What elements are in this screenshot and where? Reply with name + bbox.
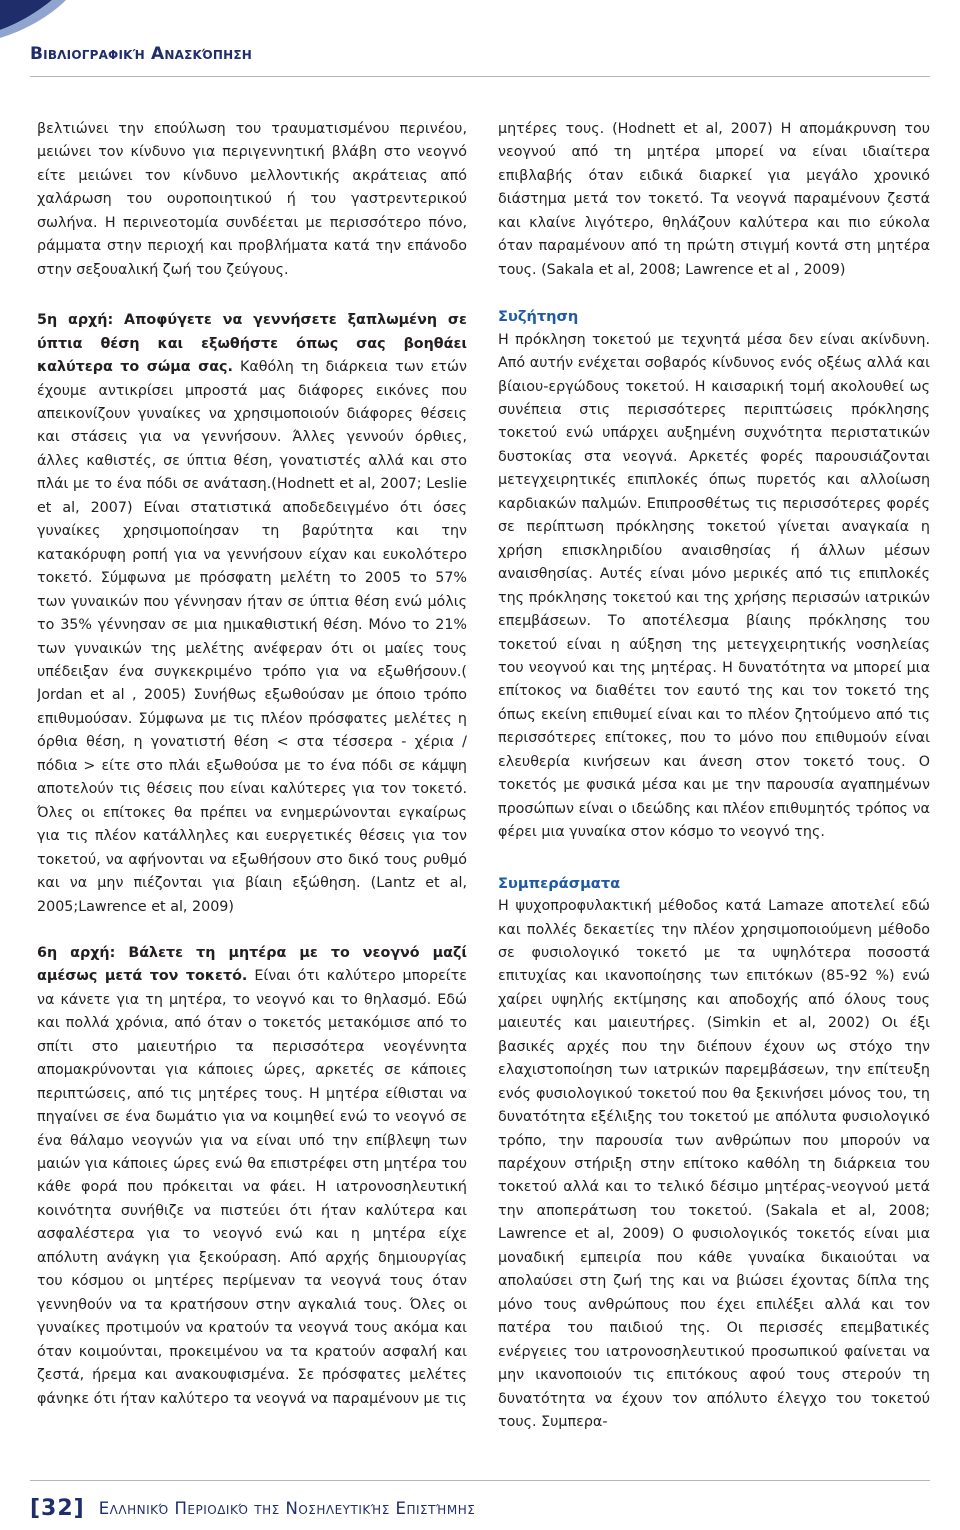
principle-6-heading: 6η αρχή: Βάλετε τη μητέρα με το νεογνό μαζί αμέσως μετά τον τοκετό.	[37, 944, 467, 985]
principle-6-text: Είναι ότι καλύτερο μπορείτε να κάνετε για τη μητέρα, το νεογνό και το θηλασμό. Εδώ και πολλά χρόνια, από όταν ο τοκετός μετακόμισε από το σπίτι στο μαιευτήριο τα περισσότερα νεογέννητα απομακρύνονται για κάποιες ώρες, αρκετές σε κάποιες περιπτώσεις, από τις μητέρες τους. Η μητέρα είθισται να πηγαίνει σε ένα δωμάτιο για να κοιμηθεί ενώ το νεογνό σε ένα θάλαμο νεογνών για να είναι υπό την επίβλεψη των μαιών για κάποιες ώρες ενώ θα επιστρέφει στη μητέρα του κάθε φορά που πρόκειται να φάει. Η ιατρονοσηλευτική κοινότητα συνήθιζε να πιστεύει ότι ήταν καλύτερα και ασφαλέστερα για το νεογνό ενώ και η μητέρα είχε απόλυτη ανάγκη για ξεκούραση. Από αρχής δημιουργίας του κόσμου οι μητέρες περίμεναν τα νεογνά τους όταν γεννηθούν να τα κρατήσουν στην αγκαλιά τους. Όλες οι γυναίκες προτιμούν να κρατούν τα νεογνά τους ακόμα και όταν κοιμούνται, προκειμένου να τα κρατούν ασφαλή και ζεστά, ήρεμα και ανακουφισμένα. Σε πρόσφατες μελέτες φάνηκε ότι ήταν καλύτερο τα νεογνά να παραμένουν με τις	[37, 968, 467, 1407]
discussion-heading: Συζήτηση	[498, 308, 579, 326]
footer-divider	[30, 1480, 930, 1481]
principle-5-text: Καθόλη τη διάρκεια των ετών έχουμε αντικρίσει μπροστά μας διάφορες εικόνες που απεικονίζουν γυναίκες να χρησιμοποιούν διάφορες θέσεις και στάσεις για να γεννήσουν. Άλλες γεννούν όρθιες, άλλες καθιστές, σε ύπτια θέση, γονατιστές αλλά και στο πλάι με το ένα πόδι σε ανάταση.(Hodnett et al, 2007; Leslie et al, 2007) Είναι στατιστικά αποδεδειγμένο ότι όσες γυναίκες χρησιμοποίησαν τη βαρύτητα και την κατακόρυφη ροπή για να γεννήσουν είχαν και ευκολότερο τοκετό. Σύμφωνα με πρόσφατη μελέτη το 2005 το 57% των γυναικών που γέννησαν ήταν σε ύπτια θέση ενώ μόλις το 35% γέννησαν σε μια ημικαθιστική θέση. Μόνο το 21% των γυναικών της μελέτης ανέφεραν ότι οι μαίες τους υπέδειξαν ένα συγκεκριμένο τρόπο για να εξωθήσουν.( Jordan et al , 2005) Συνήθως εξωθούσαν με όποιο τρόπο επιθυμούσαν. Σύμφωνα με τις πλέον πρόσφατες μελέτες η όρθια θέση, η γονατιστή θέση < στα τέσσερα - χέρια / πόδια > είτε στο πλάι εξωθούσα με το ένα πόδι σε κάμψη αποτελούν τις θέσεις που είναι καλύτερες για τον τοκετό. Όλες οι επίτοκες θα πρέπει να ενημερώνονται εγκαίρως για τις πλέον κατάλληλες και ευεργετικές θέσεις για τον τοκετού, να αφήνονται να εξωθήσουν στο δικό τους ρυθμό και να μην πιέζονται για βίαιη εξώθηση. (Lantz et al, 2005;Lawrence et al, 2009)	[37, 359, 467, 915]
left-paragraph-principle-6	[37, 942, 467, 1411]
left-paragraph-intro: βελτιώνει την επούλωση του τραυματισμένου περινέου, μειώνει τον κίνδυνο για περιγεννητική βλάβη στο νεογνό είτε μειώνει τον κίνδυνο μελλοντικής ακράτειας από χαλάρωση του ουροποιητικού ή του γαστρεντερικού σωλήνα. Η περινεοτομία συνδέεται με περισσότερο πόνο, ράμματα στην περιοχή και προβλήματα κατά την επάνοδο στην σεξουαλική ζωή του ζεύγους.	[37, 121, 467, 278]
section-title: Βιβλιογραφική Ανασκόπηση	[30, 44, 253, 64]
header-divider	[30, 76, 930, 77]
page-number: [32]	[30, 1495, 85, 1521]
right-paragraph-continuation: μητέρες τους. (Hodnett et al, 2007) Η απομάκρυνση του νεογνού από τη μητέρα μπορεί να είναι ιδιαίτερα επιβλαβής όταν ειδικά διαρκεί για μεγάλο χρονικό διάστημα μετά τον τοκετό. Τα νεογνά παραμένουν ζεστά και κλαίνε λιγότερο, θηλάζουν καλύτερα και πιο εύκολα όταν παραμένουν από τη πρώτη στιγμή κοντά στη μητέρα τους. (Sakala et al, 2008; Lawrence et al , 2009)	[498, 121, 930, 278]
principle-5-heading: 5η αρχή: Αποφύγετε να γεννήσετε ξαπλωμένη σε ύπτια θέση και εξωθήστε όπως σας βοηθάει καλύτερα το σώμα σας.	[37, 312, 467, 376]
discussion-paragraph: Η πρόκληση τοκετού με τεχνητά μέσα δεν είναι ακίνδυνη. Από αυτήν ενέχεται σοβαρός κίνδυνος ενός οξέως αλλά και βίαιου-εργώδους τοκετού. Η καισαρική τομή ακολουθεί ως συνέπεια στις περισσότερες περιπτώσεις πρόκλησης τοκετού ενώ υπάρχει αυξημένη συχνότητα περιστατικών δυστοκίας στα νεογνά. Αρκετές φορές παρουσιάζονται μετεγχειρητικές επιπλοκές όπως πυρετός και αλλοίωση καρδιακών παλμών. Επιπροσθέτως τις περισσότερες φορές σε περίπτωση πρόκλησης τοκετού γίνεται αναγκαία η χρήση επισκληριδίου αναισθησίας ή άλλων μέσων αναισθησίας. Αυτές είναι μόνο μερικές από τις επιπλοκές της πρόκλησης τοκετού και της χρήσης περισσών ιατρικών επεμβάσεων. Το αποτέλεσμα βίαιης πρόκλησης του τοκετού είναι η αύξηση της μετεγχειρητικής νοσηλείας του νεογνού και της μητέρας. Η δυνατότητα να μπορεί μια επίτοκος να διαθέτει τον εαυτό της και τον τοκετό της όπως εκείνη επιθυμεί είναι και το πλέον ζητούμενο από τις περισσότερες επίτοκες, που το μόνο που επιθυμούν είναι ελευθερία κινήσεων και άνεση στον τοκετό τους. Ο τοκετός με φυσικά μέσα και με την παρουσία αγαπημένων προσώπων είναι ο ιδεώδης και πλέον επιθυμητός τρόπος να φέρει μια γυναίκα στον κόσμο το νεογνό της.	[498, 331, 930, 841]
header-swoosh-graphic	[0, 0, 120, 48]
conclusions-heading: Συμπεράσματα	[498, 874, 621, 892]
right-column	[498, 118, 930, 1476]
conclusions-paragraph: Η ψυχοπροφυλακτική μέθοδος κατά Lamaze αποτελεί εδώ και πολλές δεκαετίες την πλέον χρησιμοποιούμενη μέθοδο σε φυσιολογικό τοκετό με τα υψηλότερα ποσοστά επιτυχίας και ικανοποίησης των επιτόκων (85-92 %) ενώ χαίρει υψηλής εκτίμησης και αποδοχής από όλους τους μαιευτές και μαιευτήρες. (Simkin et al, 2002) Οι έξι βασικές αρχές που την διέπουν έχουν ως στόχο την ελαχιστοποίηση των ιατρικών παρεμβάσεων, την επίτευξη ενός φυσιολογικού τοκετού που θα ξεκινήσει μόνος του, τη δυνατότητα εξέλιξης του τοκετού με απόλυτα φυσιολογικό τρόπο, την παρουσία των ανθρώπων που μπορούν να παρέχουν στήριξη στην επίτοκο καθόλη τη διάρκεια του τοκετού αλλά και το τελικό δέσιμο μητέρας-νεογνού μετά την αποπεράτωση του τοκετού. (Sakala et al, 2008; Lawrence et al, 2009) Ο φυσιολογικός τοκετός είναι μια μοναδική εμπειρία που κάθε γυναίκα δικαιούται να απολαύσει στη ζωή της και να βιώσει έχοντας δίπλα της μόνο τους ανθρώπους που έχει επιλέξει αλλά και τον πατέρα του παιδιού της. Οι περισσές επεμβατικές ενέργειες του ιατρονοσηλευτικού προσωπικού φαίνεται να μην ικανοποιούν τις επιτόκους αφού τους στερούν τη δυνατότητα να έχουν τον απόλυτο έλεγχο του τοκετού τους. Συμπερα-	[498, 898, 930, 1431]
left-column	[37, 118, 467, 1476]
left-paragraph-principle-5	[37, 309, 467, 919]
page-footer	[30, 1493, 475, 1523]
journal-title: Ελληνικό Περιοδικό της Νοσηλευτικής Επιστήμης	[98, 1498, 476, 1518]
